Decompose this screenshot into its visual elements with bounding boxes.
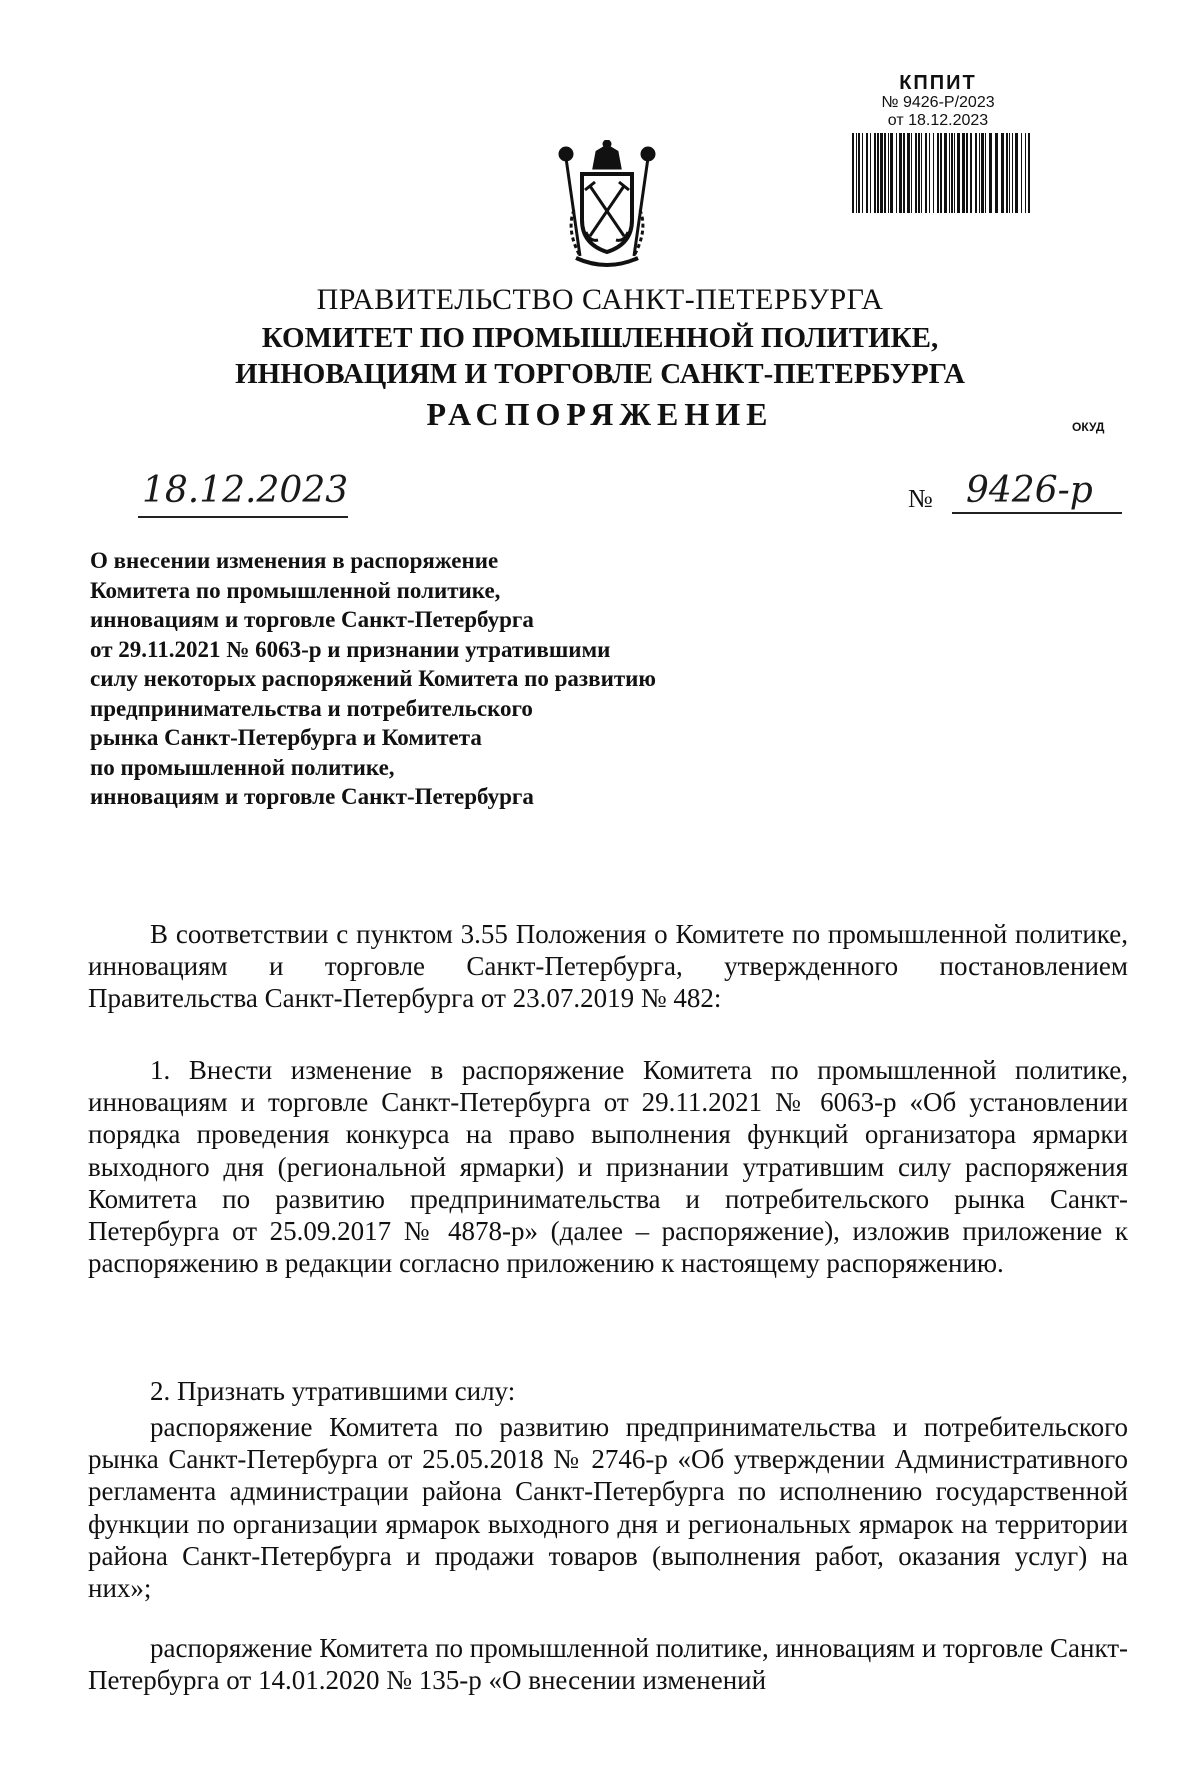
subject-line: силу некоторых распоряжений Комитета по развитию: [90, 666, 656, 691]
barcode-bar: [862, 133, 863, 213]
barcode-bar: [944, 133, 947, 213]
barcode-icon: [852, 133, 1032, 213]
barcode-bar: [874, 133, 876, 213]
barcode-bar: [979, 133, 980, 213]
barcode-bar: [896, 133, 897, 213]
barcode-bar: [880, 133, 883, 213]
okud-label: ОКУД: [1072, 420, 1105, 434]
barcode-bar: [1021, 133, 1022, 213]
subject-line: Комитета по промышленной политике,: [90, 577, 501, 603]
subject-line: по промышленной политике,: [90, 754, 395, 780]
barcode-bar: [856, 133, 857, 213]
barcode-bar: [907, 133, 910, 213]
barcode-bar: [915, 133, 917, 213]
barcode-bar: [903, 133, 905, 213]
barcode-bar: [937, 133, 939, 213]
subject-line: от 29.11.2021 № 6063-р и признании утратившими: [90, 636, 611, 662]
clause-2-item-2: распоряжение Комитета по промышленной политике, инновациям и торговле Санкт-Петербурга от 14.01.2020 № 135-р «О внесении изменений: [88, 1633, 1128, 1696]
order-number: 9426-р: [966, 470, 1093, 511]
stamp-org: КППИТ: [899, 72, 977, 94]
barcode-bar: [1015, 133, 1018, 213]
st-petersburg-coat-of-arms-icon: [552, 140, 662, 270]
order-subject: [90, 546, 770, 812]
barcode-bar: [966, 133, 968, 213]
barcode-bar: [949, 133, 950, 213]
barcode-bar: [962, 133, 965, 213]
subject-line: инновациям и торговле Санкт-Петербурга: [90, 607, 534, 632]
barcode-bar: [1009, 133, 1010, 213]
registration-stamp: [838, 72, 1038, 130]
barcode-bar: [911, 133, 912, 213]
barcode-bar: [925, 133, 927, 213]
subject-line: рынка Санкт-Петербурга и Комитета: [90, 725, 482, 750]
barcode-bar: [1028, 133, 1030, 213]
subject-line: предпринимательства и потребительского: [90, 695, 533, 721]
barcode-bar: [888, 133, 889, 213]
barcode-bar: [975, 133, 977, 213]
government-name: ПРАВИТЕЛЬСТВО САНКТ-ПЕТЕРБУРГА: [316, 283, 884, 316]
clause-2-item-1: распоряжение Комитета по развитию предпринимательства и потребительского рынка Санкт-Петербурга от 25.05.2018 № 2746-р «Об утверждении Административного регламента администрации района Санкт-Петербурга по исполнению государственной функции по организации ярмарок выходного дня и региональных ярмарок на территории района Санкт-Петербурга и продажи товаров (выполнения работ, оказания услуг) на них»;: [88, 1412, 1128, 1604]
barcode-bar: [951, 133, 953, 213]
barcode-bar: [866, 133, 868, 213]
barcode-bar: [1025, 133, 1026, 213]
barcode-bar: [995, 133, 998, 213]
barcode-bar: [918, 133, 920, 213]
barcode-bar: [1001, 133, 1004, 213]
barcode-bar: [870, 133, 871, 213]
barcode-bar: [890, 133, 893, 213]
document-type: РАСПОРЯЖЕНИЕ: [426, 396, 774, 432]
barcode-bar: [929, 133, 930, 213]
subject-line: О внесении изменения в распоряжение: [90, 548, 499, 573]
barcode-bar: [858, 133, 860, 213]
number-sign: №: [908, 484, 933, 513]
barcode-bar: [989, 133, 992, 213]
barcode-bar: [954, 133, 955, 213]
barcode-bar: [1006, 133, 1008, 213]
document-header: [0, 280, 1200, 436]
barcode-bar: [899, 133, 902, 213]
barcode-bar: [933, 133, 934, 213]
order-date-field: [138, 470, 348, 518]
barcode-bar: [957, 133, 960, 213]
barcode-bar: [852, 133, 854, 213]
barcode-bar: [877, 133, 879, 213]
subject-line: инновациям и торговле Санкт-Петербурга: [90, 784, 534, 809]
stamp-number: № 9426-Р/2023: [881, 94, 995, 111]
preamble-paragraph: В соответствии с пунктом 3.55 Положения о Комитете по промышленной политике, инновациям и торговле Санкт-Петербурга, утвержденного постановлением Правительства Санкт-Петербурга от 23.07.2019 № 482:: [88, 919, 1128, 1014]
barcode-bar: [921, 133, 922, 213]
committee-name-line1: КОМИТЕТ ПО ПРОМЫШЛЕННОЙ ПОЛИТИКЕ,: [261, 322, 939, 354]
barcode-bar: [970, 133, 972, 213]
barcode-bar: [884, 133, 886, 213]
order-number-field: [908, 470, 1123, 518]
clause-1-paragraph: 1. Внести изменение в распоряжение Комитета по промышленной политике, инновациям и торговле Санкт-Петербурга от 29.11.2021 № 6063-р «Об установлении порядка проведения конкурса на право выполнения функций организатора ярмарки выходного дня (региональной ярмарки) и признании утратившим силу распоряжения Комитета по развитию предпринимательства и потребительского рынка Санкт-Петербурга от 25.09.2017 № 4878-р» (далее – распоряжение), изложив приложение к распоряжению в редакции согласно приложению к настоящему распоряжению.: [88, 1055, 1128, 1279]
committee-name-line2: ИННОВАЦИЯМ И ТОРГОВЛЕ САНКТ-ПЕТЕРБУРГА: [235, 358, 965, 390]
clause-2-heading: 2. Признать утратившими силу:: [150, 1376, 516, 1406]
barcode-bar: [981, 133, 984, 213]
order-date: 18.12.2023: [142, 470, 349, 511]
barcode-bar: [985, 133, 986, 213]
stamp-date: от 18.12.2023: [887, 112, 989, 129]
date-underline: [138, 516, 348, 518]
number-underline: [952, 512, 1122, 514]
barcode-bar: [940, 133, 942, 213]
barcode-bar: [1012, 133, 1013, 213]
